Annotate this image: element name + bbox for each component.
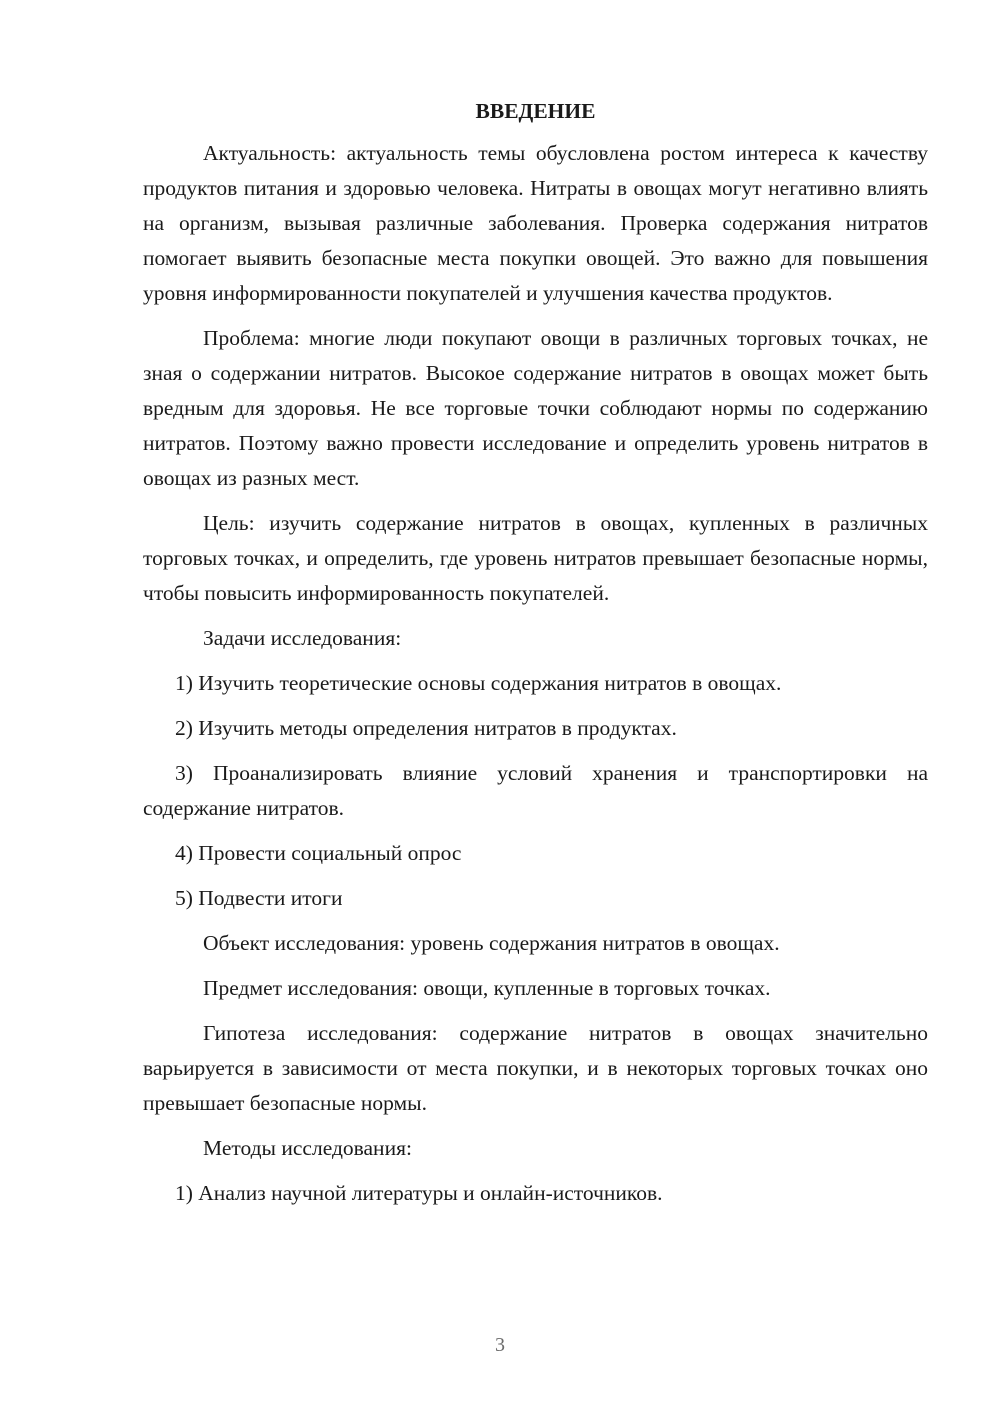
relevance-paragraph: Актуальность: актуальность темы обусловлена ростом интереса к качеству продуктов питания и здоровью человека. Нитраты в овощах могут негативно влиять на организм, вызывая различные заболевания. Проверка содержания нитратов помогает выявить безопасные места покупки овощей. Это важно для повышения уровня информированности покупателей и улучшения качества продуктов. — [143, 141, 928, 305]
method-item-1: 1) Анализ научной литературы и онлайн-источников. — [175, 1181, 663, 1205]
task-item-1: 1) Изучить теоретические основы содержания нитратов в овощах. — [175, 671, 782, 695]
task-item-5: 5) Подвести итоги — [175, 886, 343, 910]
problem-paragraph: Проблема: многие люди покупают овощи в различных торговых точках, не зная о содержании нитратов. Высокое содержание нитратов в овощах может быть вредным для здоровья. Не все торговые точки соблюдают нормы по содержанию нитратов. Поэтому важно провести исследование и определить уровень нитратов в овощах из разных мест. — [143, 326, 928, 490]
section-heading: ВВЕДЕНИЕ — [475, 99, 596, 123]
methods-title: Методы исследования: — [203, 1136, 412, 1160]
document-body — [143, 96, 928, 1221]
page-number: 3 — [495, 1334, 505, 1356]
task-item-2: 2) Изучить методы определения нитратов в продуктах. — [175, 716, 677, 740]
task-item-3: 3) Проанализировать влияние условий хранения и транспортировки на содержание нитратов. — [143, 761, 928, 820]
hypothesis-paragraph: Гипотеза исследования: содержание нитратов в овощах значительно варьируется в зависимости от места покупки, и в некоторых торговых точках оно превышает безопасные нормы. — [143, 1021, 928, 1115]
tasks-title: Задачи исследования: — [203, 626, 402, 650]
task-item-4: 4) Провести социальный опрос — [175, 841, 462, 865]
subject-line: Предмет исследования: овощи, купленные в торговых точках. — [203, 976, 771, 1000]
object-line: Объект исследования: уровень содержания нитратов в овощах. — [203, 931, 780, 955]
goal-paragraph: Цель: изучить содержание нитратов в овощах, купленных в различных торговых точках, и определить, где уровень нитратов превышает безопасные нормы, чтобы повысить информированность покупателей. — [143, 511, 928, 605]
